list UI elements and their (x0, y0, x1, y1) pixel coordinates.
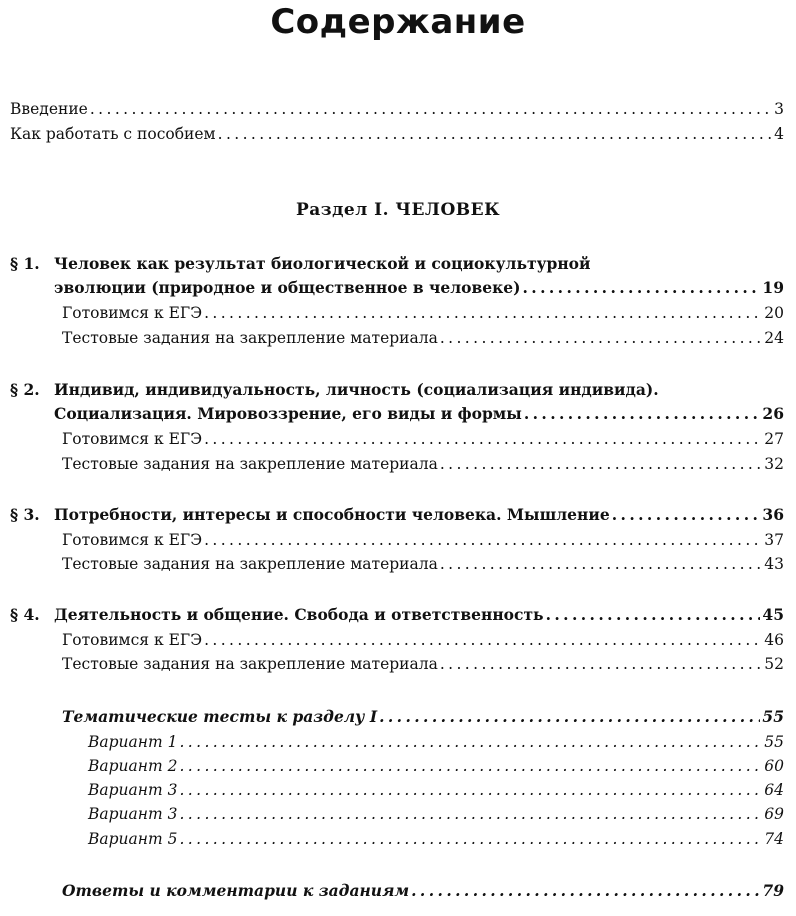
paragraph-title: Деятельность и общение. Свобода и ответственность (54, 605, 544, 624)
toc-entry-introduction[interactable] (10, 97, 784, 121)
dot-leader (204, 427, 762, 451)
toc-subentry-tests[interactable] (62, 452, 784, 476)
toc-entry-label: Вариант 2 (88, 757, 178, 775)
toc-entry-page: 55 (762, 707, 784, 726)
toc-subentry-ege[interactable] (62, 301, 784, 325)
paragraph-number: § 1. (10, 254, 40, 273)
toc-subentry-tests[interactable] (62, 652, 784, 676)
dot-leader (179, 802, 762, 826)
toc-entry-label (10, 503, 610, 527)
dot-leader (179, 754, 762, 778)
paragraph-number: § 2. (10, 380, 40, 399)
toc-entry-variant[interactable] (88, 778, 784, 802)
dot-leader (179, 778, 762, 802)
toc-entry-page: 43 (764, 555, 784, 573)
dot-leader (218, 122, 773, 146)
toc-subentry-tests[interactable] (62, 326, 784, 350)
toc-entry-page: 24 (764, 329, 784, 347)
toc-entry-page: 52 (764, 655, 784, 673)
toc-entry-variant[interactable] (88, 802, 784, 826)
dot-leader (612, 503, 761, 527)
toc-entry-page: 69 (764, 805, 784, 823)
toc-entry-page: 3 (774, 100, 784, 118)
dot-leader (179, 827, 762, 851)
toc-entry-page: 27 (764, 430, 784, 448)
toc-entry-label: Вариант 3 (88, 805, 178, 823)
toc-entry-answers[interactable] (62, 879, 784, 903)
page-title: Содержание (270, 2, 526, 42)
toc-entry-page: 19 (762, 278, 784, 297)
toc-entry-page: 20 (764, 304, 784, 322)
toc-entry-variant[interactable] (88, 730, 784, 754)
paragraph-number: § 3. (10, 505, 40, 524)
toc-entry-label: Тестовые задания на закрепление материала (62, 555, 438, 573)
toc-entry-label: Как работать с пособием (10, 125, 216, 143)
toc-entry-label: Готовимся к ЕГЭ (62, 531, 203, 549)
dot-leader (204, 628, 762, 652)
toc-entry-paragraph-1[interactable] (54, 276, 784, 300)
toc-entry-label: Тестовые задания на закрепление материала (62, 655, 438, 673)
toc-entry-paragraph-2[interactable] (54, 402, 784, 426)
toc-entry-page: 32 (764, 455, 784, 473)
dot-leader (90, 97, 772, 121)
toc-entry-page: 60 (764, 757, 784, 775)
toc-entry-label: Тематические тесты к разделу I (62, 707, 378, 726)
toc-subentry-ege[interactable] (62, 628, 784, 652)
toc-entry-label: Ответы и комментарии к заданиям (62, 881, 410, 900)
paragraph-2-title-line1[interactable] (10, 378, 659, 402)
toc-subentry-tests[interactable] (62, 552, 784, 576)
toc-entry-page: 36 (762, 505, 784, 524)
toc-subentry-ege[interactable] (62, 528, 784, 552)
toc-entry-page: 45 (762, 605, 784, 624)
toc-entry-page: 4 (774, 125, 784, 143)
toc-entry-label (10, 603, 544, 627)
dot-leader (524, 402, 761, 426)
toc-entry-page: 79 (762, 881, 784, 900)
toc-entry-variant[interactable] (88, 827, 784, 851)
toc-entry-page: 37 (764, 531, 784, 549)
dot-leader (379, 705, 760, 729)
toc-entry-label: Тестовые задания на закрепление материала (62, 329, 438, 347)
paragraph-title: Человек как результат биологической и социокультурной (54, 254, 591, 273)
toc-entry-label: Вариант 3 (88, 781, 178, 799)
paragraph-title: Индивид, индивидуальность, личность (социализация индивида). (54, 380, 659, 399)
dot-leader (440, 552, 762, 576)
section-heading: Раздел I. ЧЕЛОВЕК (295, 200, 501, 220)
toc-entry-variant[interactable] (88, 754, 784, 778)
toc-entry-page: 26 (762, 404, 784, 423)
toc-entry-label: Готовимся к ЕГЭ (62, 430, 203, 448)
dot-leader (440, 652, 762, 676)
toc-entry-label: Тестовые задания на закрепление материала (62, 455, 438, 473)
dot-leader (546, 603, 761, 627)
toc-entry-label: Социализация. Мировоззрение, его виды и формы (54, 404, 522, 423)
paragraph-number: § 4. (10, 605, 40, 624)
toc-entry-label: Готовимся к ЕГЭ (62, 631, 203, 649)
toc-entry-page: 74 (764, 830, 784, 848)
toc-entry-thematic-tests[interactable] (62, 705, 784, 729)
toc-entry-label: Введение (10, 100, 88, 118)
toc-entry-page: 55 (764, 733, 784, 751)
toc-entry-label: Готовимся к ЕГЭ (62, 304, 203, 322)
toc-entry-label: Вариант 5 (88, 830, 178, 848)
toc-entry-page: 64 (764, 781, 784, 799)
toc-entry-label: Вариант 1 (88, 733, 178, 751)
dot-leader (204, 301, 762, 325)
paragraph-1-title-line1[interactable] (10, 252, 591, 276)
toc-entry-how-to-use[interactable] (10, 122, 784, 146)
toc-entry-paragraph-4[interactable] (10, 603, 784, 627)
toc-entry-label: эволюции (природное и общественное в человеке) (54, 278, 521, 297)
toc-subentry-ege[interactable] (62, 427, 784, 451)
dot-leader (204, 528, 762, 552)
dot-leader (440, 452, 762, 476)
dot-leader (411, 879, 760, 903)
dot-leader (440, 326, 762, 350)
dot-leader (523, 276, 761, 300)
toc-entry-paragraph-3[interactable] (10, 503, 784, 527)
paragraph-title: Потребности, интересы и способности человека. Мышление (54, 505, 610, 524)
dot-leader (179, 730, 762, 754)
toc-entry-page: 46 (764, 631, 784, 649)
